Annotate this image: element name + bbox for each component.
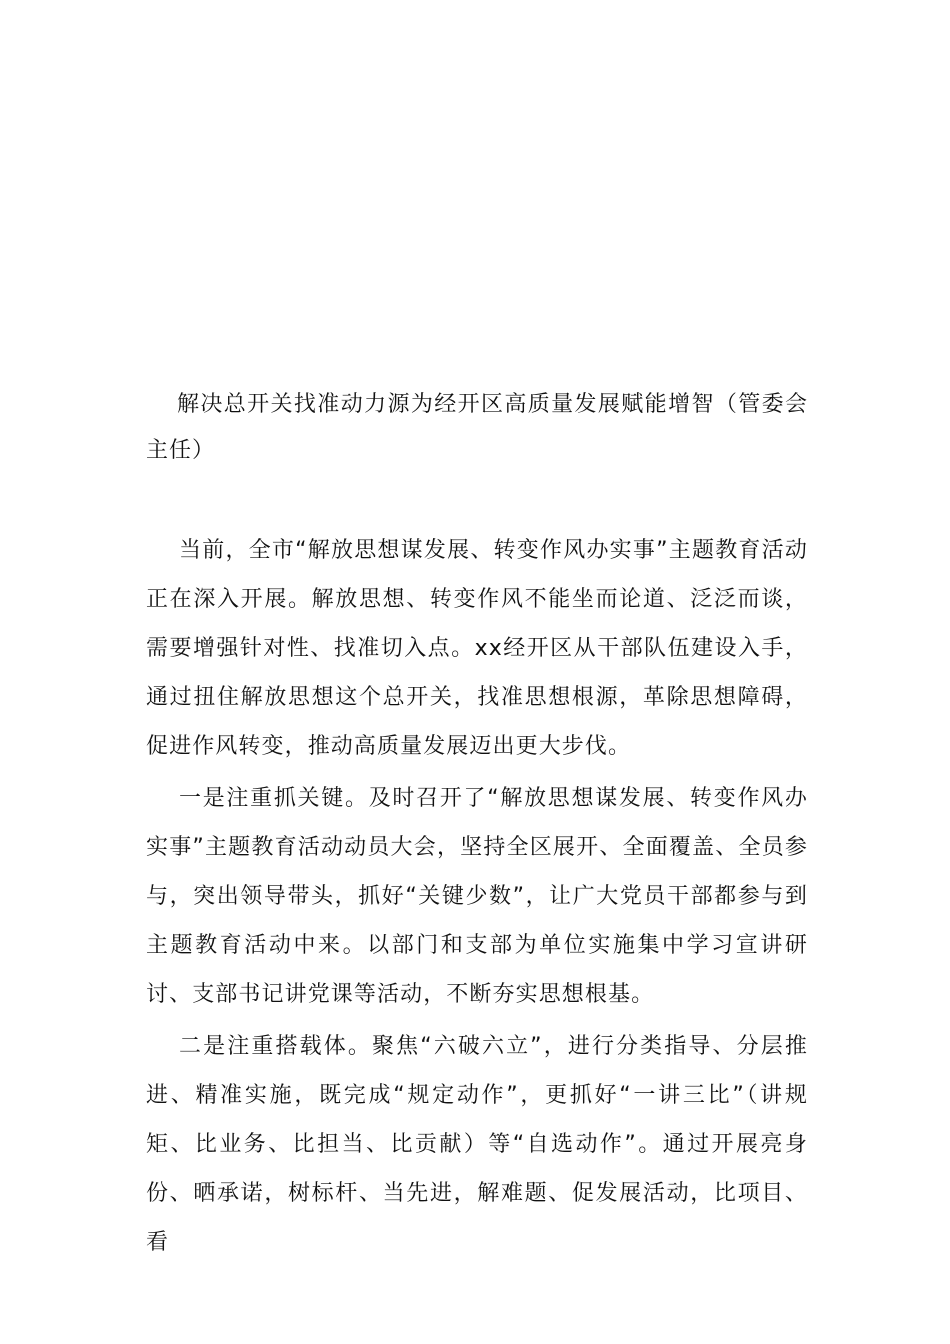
paragraph-intro: 当前，全市“解放思想谋发展、转变作风办实事”主题教育活动正在深入开展。解放思想、转变作风不能坐而论道、泛泛而谈，需要增强针对性、找准切入点。xx经开区从干部队伍建设入手，通过扭住解放思想这个总开关，找准思想根源，革除思想障碍，促进作风转变，推动高质量发展迈出更大步伐。: [146, 538, 808, 759]
document-body: [146, 526, 808, 1270]
paragraph-point-one: 一是注重抓关键。及时召开了“解放思想谋发展、转变作风办实事”主题教育活动动员大会，坚持全区展开、全面覆盖、全员参与，突出领导带头，抓好“关键少数”，让广大党员干部都参与到主题教育活动中来。以部门和支部为单位实施集中学习宣讲研讨、支部书记讲党课等活动，不断夯实思想根基。: [146, 786, 808, 1007]
paragraph-point-two: 二是注重搭载体。聚焦“六破六立”，进行分类指导、分层推进、精准实施，既完成“规定动作”，更抓好“一讲三比”（讲规矩、比业务、比担当、比贡献）等“自选动作”。通过开展亮身份、晒承诺，树标杆、当先进，解难题、促发展活动，比项目、看: [146, 1034, 808, 1255]
document-title: 解决总开关找准动力源为经开区高质量发展赋能增智（管委会主任）: [146, 392, 808, 463]
